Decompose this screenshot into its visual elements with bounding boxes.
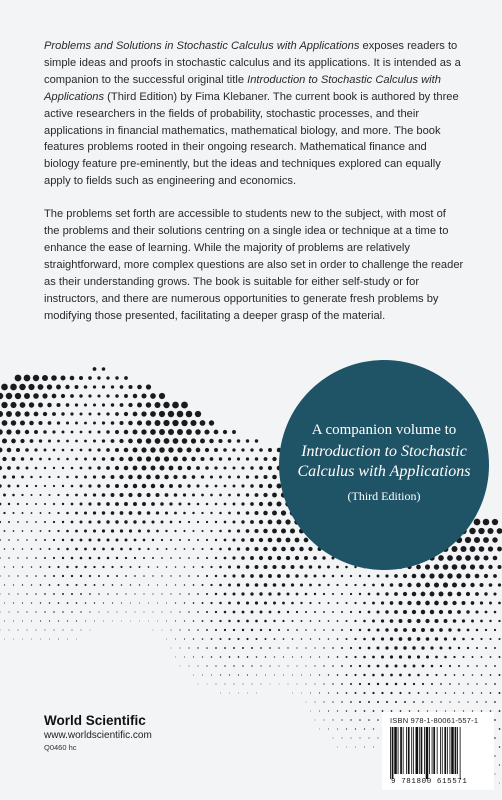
blurb-paragraph-2: The problems set forth are accessible to students new to the subject, with most of the problems and their solutions centring on a single idea or technique at a time to enhance the ease of learning. While the majority of problems are relatively straightforward, more complex questions are also set in order to challenge the reader as their understanding grows. The book is suitable for either self-study or for instructors, and there are numerous opportunities to generate fresh problems by modifying those presented, facilitating a deeper grasp of the material. — [44, 208, 464, 322]
book-title-italic: Problems and Solutions in Stochastic Calculus with Applications — [44, 40, 360, 52]
companion-volume-badge — [279, 360, 489, 570]
companion-title-italic: Introduction to Stochastic Calculus with Applications — [44, 73, 441, 103]
barcode-digits: 9 781800 615571 — [391, 778, 468, 786]
companion-edition: (Third Edition) — [347, 488, 421, 503]
back-cover-blurb — [44, 38, 464, 325]
blurb-paragraph-1: Problems and Solutions in Stochastic Calculus with Applications exposes readers to simple ideas and proofs in stochastic calculus and its applications. It is intended as a companion to the successful original title Introduction to Stochastic Calculus with Applications (Third Edition) by Fima Klebaner. The current book is authored by three active researchers in the fields of probability, stochastic processes, and their applications in financial mathematics, mathematical biology, and more. The book features problems rooted in their ongoing research. Mathematical finance and biology feature pre-eminently, but the ideas and techniques explored can equally apply to fields such as engineering and economics. — [44, 40, 461, 188]
isbn-barcode-box — [382, 712, 494, 790]
publisher-block — [44, 713, 152, 753]
isbn-text: ISBN 978-1-80061-557-1 — [390, 716, 479, 725]
barcode-icon — [388, 727, 488, 779]
product-code: Q0460 hc — [44, 743, 77, 752]
publisher-name: World Scientific — [44, 713, 146, 728]
companion-label: A companion volume to — [311, 421, 457, 438]
companion-title: Introduction to Stochastic Calculus with Applications — [297, 442, 471, 480]
publisher-url: www.worldscientific.com — [44, 730, 152, 741]
